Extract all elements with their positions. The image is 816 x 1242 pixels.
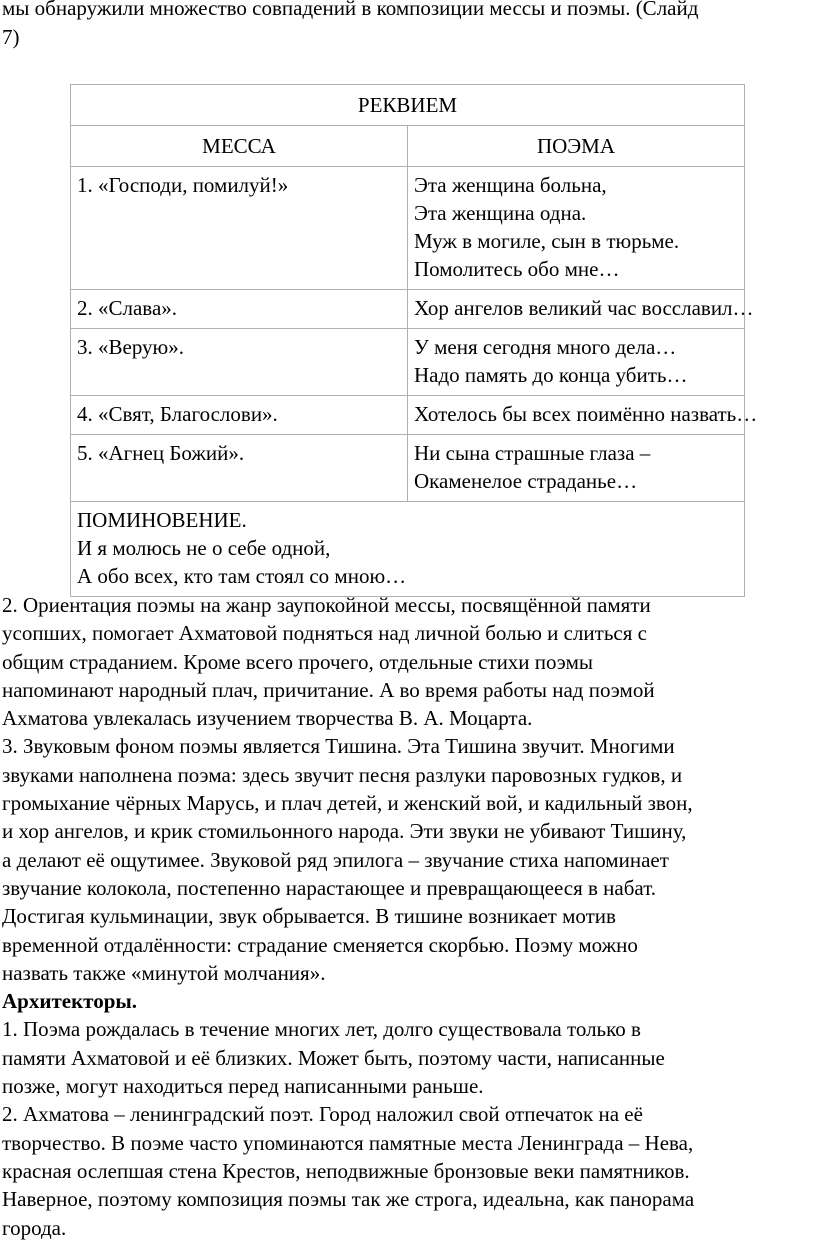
text-line: Ахматова увлекалась изучением творчества В. А. Моцарта. <box>2 706 533 731</box>
body-text <box>2 591 814 1242</box>
section-heading: Архитекторы. <box>2 989 138 1014</box>
footer-line: И я молюсь не о себе одной, <box>77 536 331 560</box>
poem-line: Муж в могиле, сын в тюрьме. <box>414 229 680 253</box>
table-footer-row <box>71 502 745 597</box>
poem-line: Надо память до конца убить… <box>414 363 688 387</box>
paragraph-architects-1 <box>2 1015 814 1100</box>
poem-cell <box>408 167 745 290</box>
mass-cell: 2. «Слава». <box>71 290 408 329</box>
text-line: временной отдалённости: страдание сменяется скорбью. Поэму можно <box>2 932 638 957</box>
poem-line: Эта женщина больна, <box>414 173 607 197</box>
intro-line: 7) <box>2 24 20 49</box>
text-line: напоминают народный плач, причитание. А во время работы над поэмой <box>2 677 655 702</box>
poem-line: Хор ангелов великий час восславил… <box>414 296 754 320</box>
table-row <box>71 329 745 396</box>
table-row <box>71 290 745 329</box>
text-line: усопших, помогает Ахматовой подняться над личной болью и слиться с <box>2 621 647 646</box>
table-row <box>71 435 745 502</box>
text-line: 1. Поэма рождалась в течение многих лет, долго существовала только в <box>2 1017 641 1042</box>
text-line: Наверное, поэтому композиция поэмы так же строга, идеальна, как панорама <box>2 1187 695 1212</box>
mass-cell: 4. «Свят, Благослови». <box>71 396 408 435</box>
text-line: а делают её ощутимее. Звуковой ряд эпилога – звучание стиха напоминает <box>2 847 669 872</box>
poem-cell <box>408 396 758 435</box>
text-line: города. <box>2 1215 67 1240</box>
text-line: Достигая кульминации, звук обрывается. В тишине возникает мотив <box>2 904 616 929</box>
text-line: 2. Ахматова – ленинградский поэт. Город наложил свой отпечаток на её <box>2 1102 643 1127</box>
table-title: РЕКВИЕМ <box>71 85 745 126</box>
mass-cell: 5. «Агнец Божий». <box>71 435 408 502</box>
table-header-row <box>71 126 745 167</box>
text-line: 2. Ориентация поэмы на жанр заупокойной мессы, посвящённой памяти <box>2 593 651 617</box>
mass-cell: 1. «Господи, помилуй!» <box>71 167 408 290</box>
table-row <box>71 396 745 435</box>
text-line: звуками наполнена поэма: здесь звучит песня разлуки паровозных гудков, и <box>2 762 683 787</box>
commemoration-cell <box>71 502 745 597</box>
footer-line: ПОМИНОВЕНИЕ. <box>77 508 247 532</box>
paragraph-architects-2 <box>2 1100 814 1241</box>
text-line: творчество. В поэме часто упоминаются памятные места Ленинграда – Нева, <box>2 1130 694 1155</box>
intro-text <box>0 0 816 51</box>
poem-cell <box>408 329 745 396</box>
intro-line: мы обнаружили множество совпадений в композиции мессы и поэмы. (Слайд <box>2 0 699 20</box>
poem-cell <box>408 290 754 329</box>
column-header-mass: МЕССА <box>71 126 408 167</box>
table-title-row <box>71 85 745 126</box>
text-line: громыхание чёрных Марусь, и плач детей, и женский вой, и кадильный звон, <box>2 791 693 816</box>
text-line: памяти Ахматовой и её близких. Может быть, поэтому части, написанные <box>2 1045 665 1070</box>
paragraph-3 <box>2 732 814 987</box>
poem-line: Ни сына страшные глаза – <box>414 441 651 465</box>
poem-line: У меня сегодня много дела… <box>414 335 677 359</box>
document-page <box>0 0 816 51</box>
text-line: назвать также «минутой молчания». <box>2 960 326 985</box>
poem-line: Окаменелое страданье… <box>414 469 638 493</box>
mass-cell: 3. «Верую». <box>71 329 408 396</box>
column-header-poem: ПОЭМА <box>408 126 745 167</box>
poem-line: Хотелось бы всех поимённо назвать… <box>414 402 758 426</box>
requiem-comparison-table <box>70 84 758 597</box>
text-line: позже, могут находиться перед написанными раньше. <box>2 1074 484 1099</box>
text-line: красная ослепшая стена Крестов, неподвижные бронзовые веки памятников. <box>2 1158 690 1183</box>
poem-cell <box>408 435 745 502</box>
footer-line: А обо всех, кто там стоял со мною… <box>77 564 407 588</box>
text-line: 3. Звуковым фоном поэмы является Тишина. Эта Тишина звучит. Многими <box>2 734 675 759</box>
paragraph-2 <box>2 591 814 732</box>
text-line: звучание колокола, постепенно нарастающее и превращающееся в набат. <box>2 875 657 900</box>
text-line: и хор ангелов, и крик стомильонного народа. Эти звуки не убивают Тишину, <box>2 819 687 844</box>
table-row <box>71 167 745 290</box>
poem-line: Эта женщина одна. <box>414 201 587 225</box>
poem-line: Помолитесь обо мне… <box>414 257 620 281</box>
text-line: общим страданием. Кроме всего прочего, отдельные стихи поэмы <box>2 649 594 674</box>
